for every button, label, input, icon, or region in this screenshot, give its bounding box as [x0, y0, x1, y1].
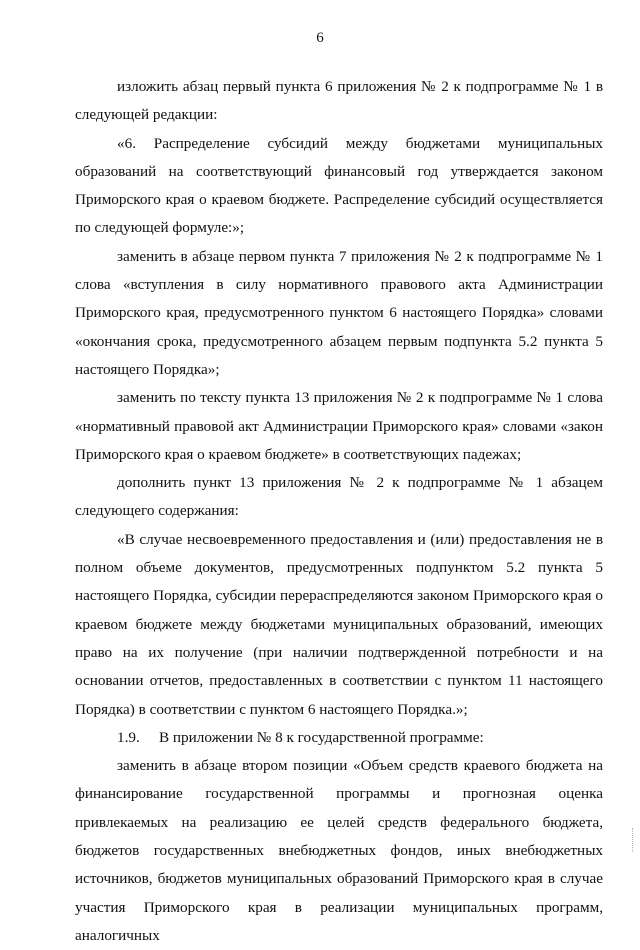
- paragraph-amend-point-13: заменить по тексту пункта 13 приложения № 2 к подпрограмме № 1 слова «нормативный правовой акт Администрации Приморского края» словами «закон Приморского края о краевом бюджете» в соответствующих падежах;: [75, 389, 603, 463]
- page-number: 6: [316, 30, 324, 46]
- paragraph-quoted-supplement: «В случае несвоевременного предоставления и (или) предоставления не в полном объеме документов, предусмотренных подпунктом 5.2 пункта 5 настоящего Порядка, субсидии перераспределяются законом Приморского края о краевом бюджете между бюджетами муниципальных образований, имеющих право на их получение (при наличии подтвержденной потребности и на основании отчетов, предоставленных в соответствии с пунктом 11 настоящего Порядка) в соответствии с пунктом 6 настоящего Порядка.»;: [75, 530, 603, 718]
- section-number: 1.9.: [117, 728, 140, 746]
- section-text: В приложении № 8 к государственной программе:: [159, 728, 484, 746]
- document-body: [75, 73, 603, 950]
- paragraph-amend-point-7: заменить в абзаце первом пункта 7 приложения № 2 к подпрограмме № 1 слова «вступления в силу нормативного правового акта Администрации Приморского края, предусмотренного пунктом 6 настоящего Порядка» словами «окончания срока, предусмотренного абзацем первым подпункта 5.2 пункта 5 настоящего Порядка»;: [75, 247, 603, 378]
- section-heading: [75, 724, 603, 752]
- paragraph-supplement-point-13: дополнить пункт 13 приложения № 2 к подпрограмме № 1 абзацем следующего содержания:: [75, 474, 603, 520]
- paragraph-amend-appendix-8: заменить в абзаце втором позиции «Объем средств краевого бюджета на финансирование государственной программы и прогнозная оценка привлекаемых на реализацию ее целей средств федерального бюджета, бюджетов государственных внебюджетных фондов, иных внебюджетных источников, бюджетов муниципальных образований Приморского края в случае участия Приморского края в реализации муниципальных программ, аналогичных: [75, 757, 603, 944]
- scan-edge-mark: [632, 828, 634, 852]
- paragraph-quoted-point-6: «6. Распределение субсидий между бюджетами муниципальных образований на соответствующий финансовый год утверждается законом Приморского края о краевом бюджете. Распределение субсидий осуществляется по следующей формуле:»;: [75, 134, 603, 237]
- paragraph-amend-point-6: изложить абзац первый пункта 6 приложения № 2 к подпрограмме № 1 в следующей редакции:: [75, 78, 603, 124]
